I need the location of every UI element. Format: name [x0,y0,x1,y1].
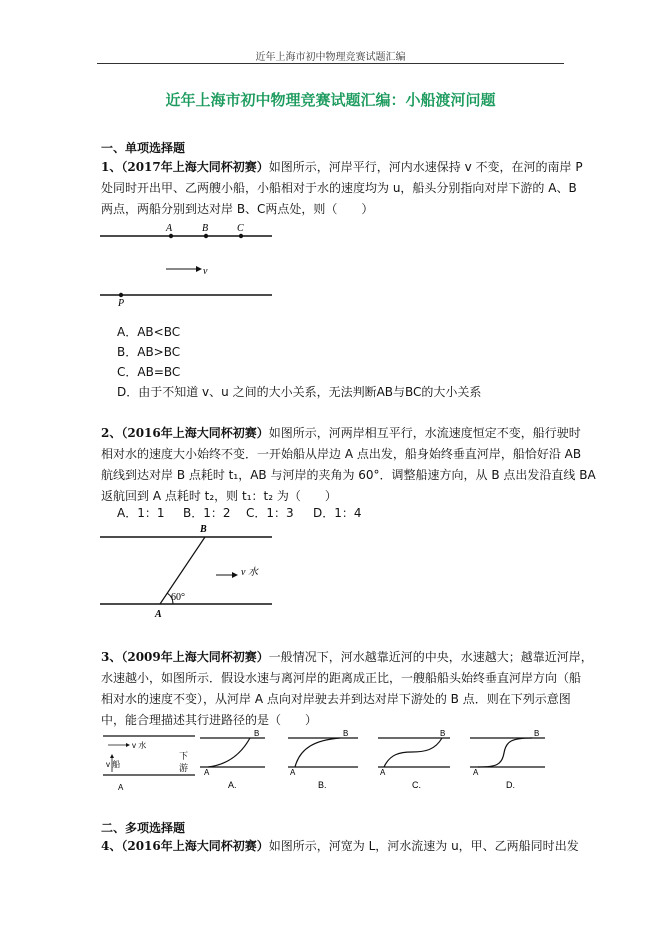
q1-option-d: D．由于不知道 v、u 之间的大小关系，无法判断AB与BC的大小关系 [117,385,482,399]
q1-line-3: 两点，两船分别到达对岸 B、C两点处，则（ ） [101,202,374,216]
page-header: 近年上海市初中物理竞赛试题汇编 [255,52,406,63]
q2-num: 2、 [101,426,122,440]
q3-source: （2009年上海大同杯初赛） [121,650,269,664]
q3-num: 3、 [101,650,122,664]
q3-line-2: 水速越小，如图所示．假设水速与离河岸的距离成正比，一艘船船头始终垂直河岸方向（船 [101,671,582,685]
q2-line-4: 返航回到 A 点耗时 t₂，则 t₁：t₂ 为（ ） [101,489,337,503]
q1-point-a [169,234,173,238]
q3-choice-d-panel [470,729,545,790]
q2-line-3: 航线到达对岸 B 点耗时 t₁，AB 与河岸的夹角为 60°．调整船速方向，从 B 点出发沿直线 BA [101,468,596,482]
q3-text-1: 一般情况下，河水越靠近河的中央，水速越大；越靠近河岸， [268,650,593,664]
q1-option-a: A．AB<BC [117,325,181,339]
q1-line-1 [101,157,583,178]
q3-vwater-arrowhead-icon [126,743,130,747]
q2-option-a: A．1：1 [117,506,165,520]
q3-d-label-a: A [473,768,479,777]
q2-label-b: B [200,524,207,535]
q2-figure [100,520,275,620]
page-title: 近年上海市初中物理竞赛试题汇编：小船渡河问题 [165,91,496,109]
section-single-choice: 一、单项选择题 [101,141,186,155]
q1-label-v: v [203,266,208,277]
q3-figure [100,728,550,798]
q3-choice-c-panel [378,729,450,790]
q3-vboat-arrowhead-icon [110,754,114,758]
q1-label-b: B [202,223,209,234]
q4-line-1 [101,836,579,857]
q2-option-c: C．1：3 [246,506,294,520]
q3-d-label-b: B [534,729,540,738]
q3-a-label-a: A [204,768,210,777]
q1-text-1: 如图所示，河岸平行，河内水速保持 v 不变，在河的南岸 P [268,160,583,174]
q1-label-c: C [237,223,244,234]
q2-option-d: D．1：4 [313,506,362,520]
q1-figure [100,222,275,307]
q3-choice-a-panel [200,729,265,790]
q3-label-down1: 下 [179,752,189,762]
q1-option-c: C．AB=BC [117,365,181,379]
section-multi-choice: 二、多项选择题 [101,821,186,835]
q2-option-b: B．1：2 [183,506,231,520]
q3-line-3: 相对水的速度不变），从河岸 A 点向对岸驶去并到达对岸下游处的 B 点．则在下列示意图 [101,692,571,706]
q4-text-1: 如图所示，河宽为 L，河水流速为 u，甲、乙两船同时出发 [268,839,579,853]
q1-point-p [119,293,123,297]
q2-label-v: v 水 [241,567,258,578]
q3-c-label-a: A [380,768,386,777]
q3-choice-b-label: B. [318,780,327,790]
q3-b-label-a: A [290,768,296,777]
q2-line-1 [101,423,581,444]
q3-ref-label-a: A [118,783,124,792]
q3-line-1 [101,647,593,668]
q4-num: 4、 [101,839,122,853]
q1-num: 1、 [101,160,122,174]
q1-point-c [239,234,243,238]
q2-text-1: 如图所示，河两岸相互平行，水流速度恒定不变，船行驶时 [268,426,581,440]
q3-path-a [208,738,250,767]
q2-line-2: 相对水的速度大小始终不变．一开始船从岸边 A 点出发，船身始终垂直河岸，船恰好沿 AB [101,447,582,461]
q3-reference-panel [103,736,195,792]
header-divider [97,63,564,64]
q3-path-d [478,738,532,767]
q1-label-p: P [118,298,125,307]
q2-source: （2016年上海大同杯初赛） [121,426,269,440]
q2-label-angle: 60° [171,592,185,603]
q3-label-vboat: v 船 [106,760,121,769]
q1-source: （2017年上海大同杯初赛） [121,160,269,174]
q1-label-a: A [166,223,173,234]
q3-choice-b-panel [288,729,358,790]
q1-point-b [204,234,208,238]
q2-arrowhead-icon [232,572,238,578]
q4-source: （2016年上海大同杯初赛） [121,839,269,853]
q3-c-label-b: B [440,729,446,738]
q3-a-label-b: B [254,729,260,738]
q3-label-vwater: v 水 [132,741,147,750]
q3-path-b [295,738,340,767]
q2-label-a: A [155,609,162,620]
q3-label-down2: 游 [179,764,189,774]
q3-b-label-b: B [343,729,349,738]
q1-line-2: 处同时开出甲、乙两艘小船，小船相对于水的速度均为 u，船头分别指向对岸下游的 A、B [101,181,577,195]
q3-choice-c-label: C. [412,780,421,790]
q3-line-4: 中，能合理描述其行进路径的是（ ） [101,713,318,727]
q3-path-c [384,738,442,767]
q1-arrowhead-icon [196,266,202,272]
q3-choice-a-label: A. [228,780,237,790]
q1-option-b: B．AB>BC [117,345,181,359]
q3-choice-d-label: D. [506,780,515,790]
